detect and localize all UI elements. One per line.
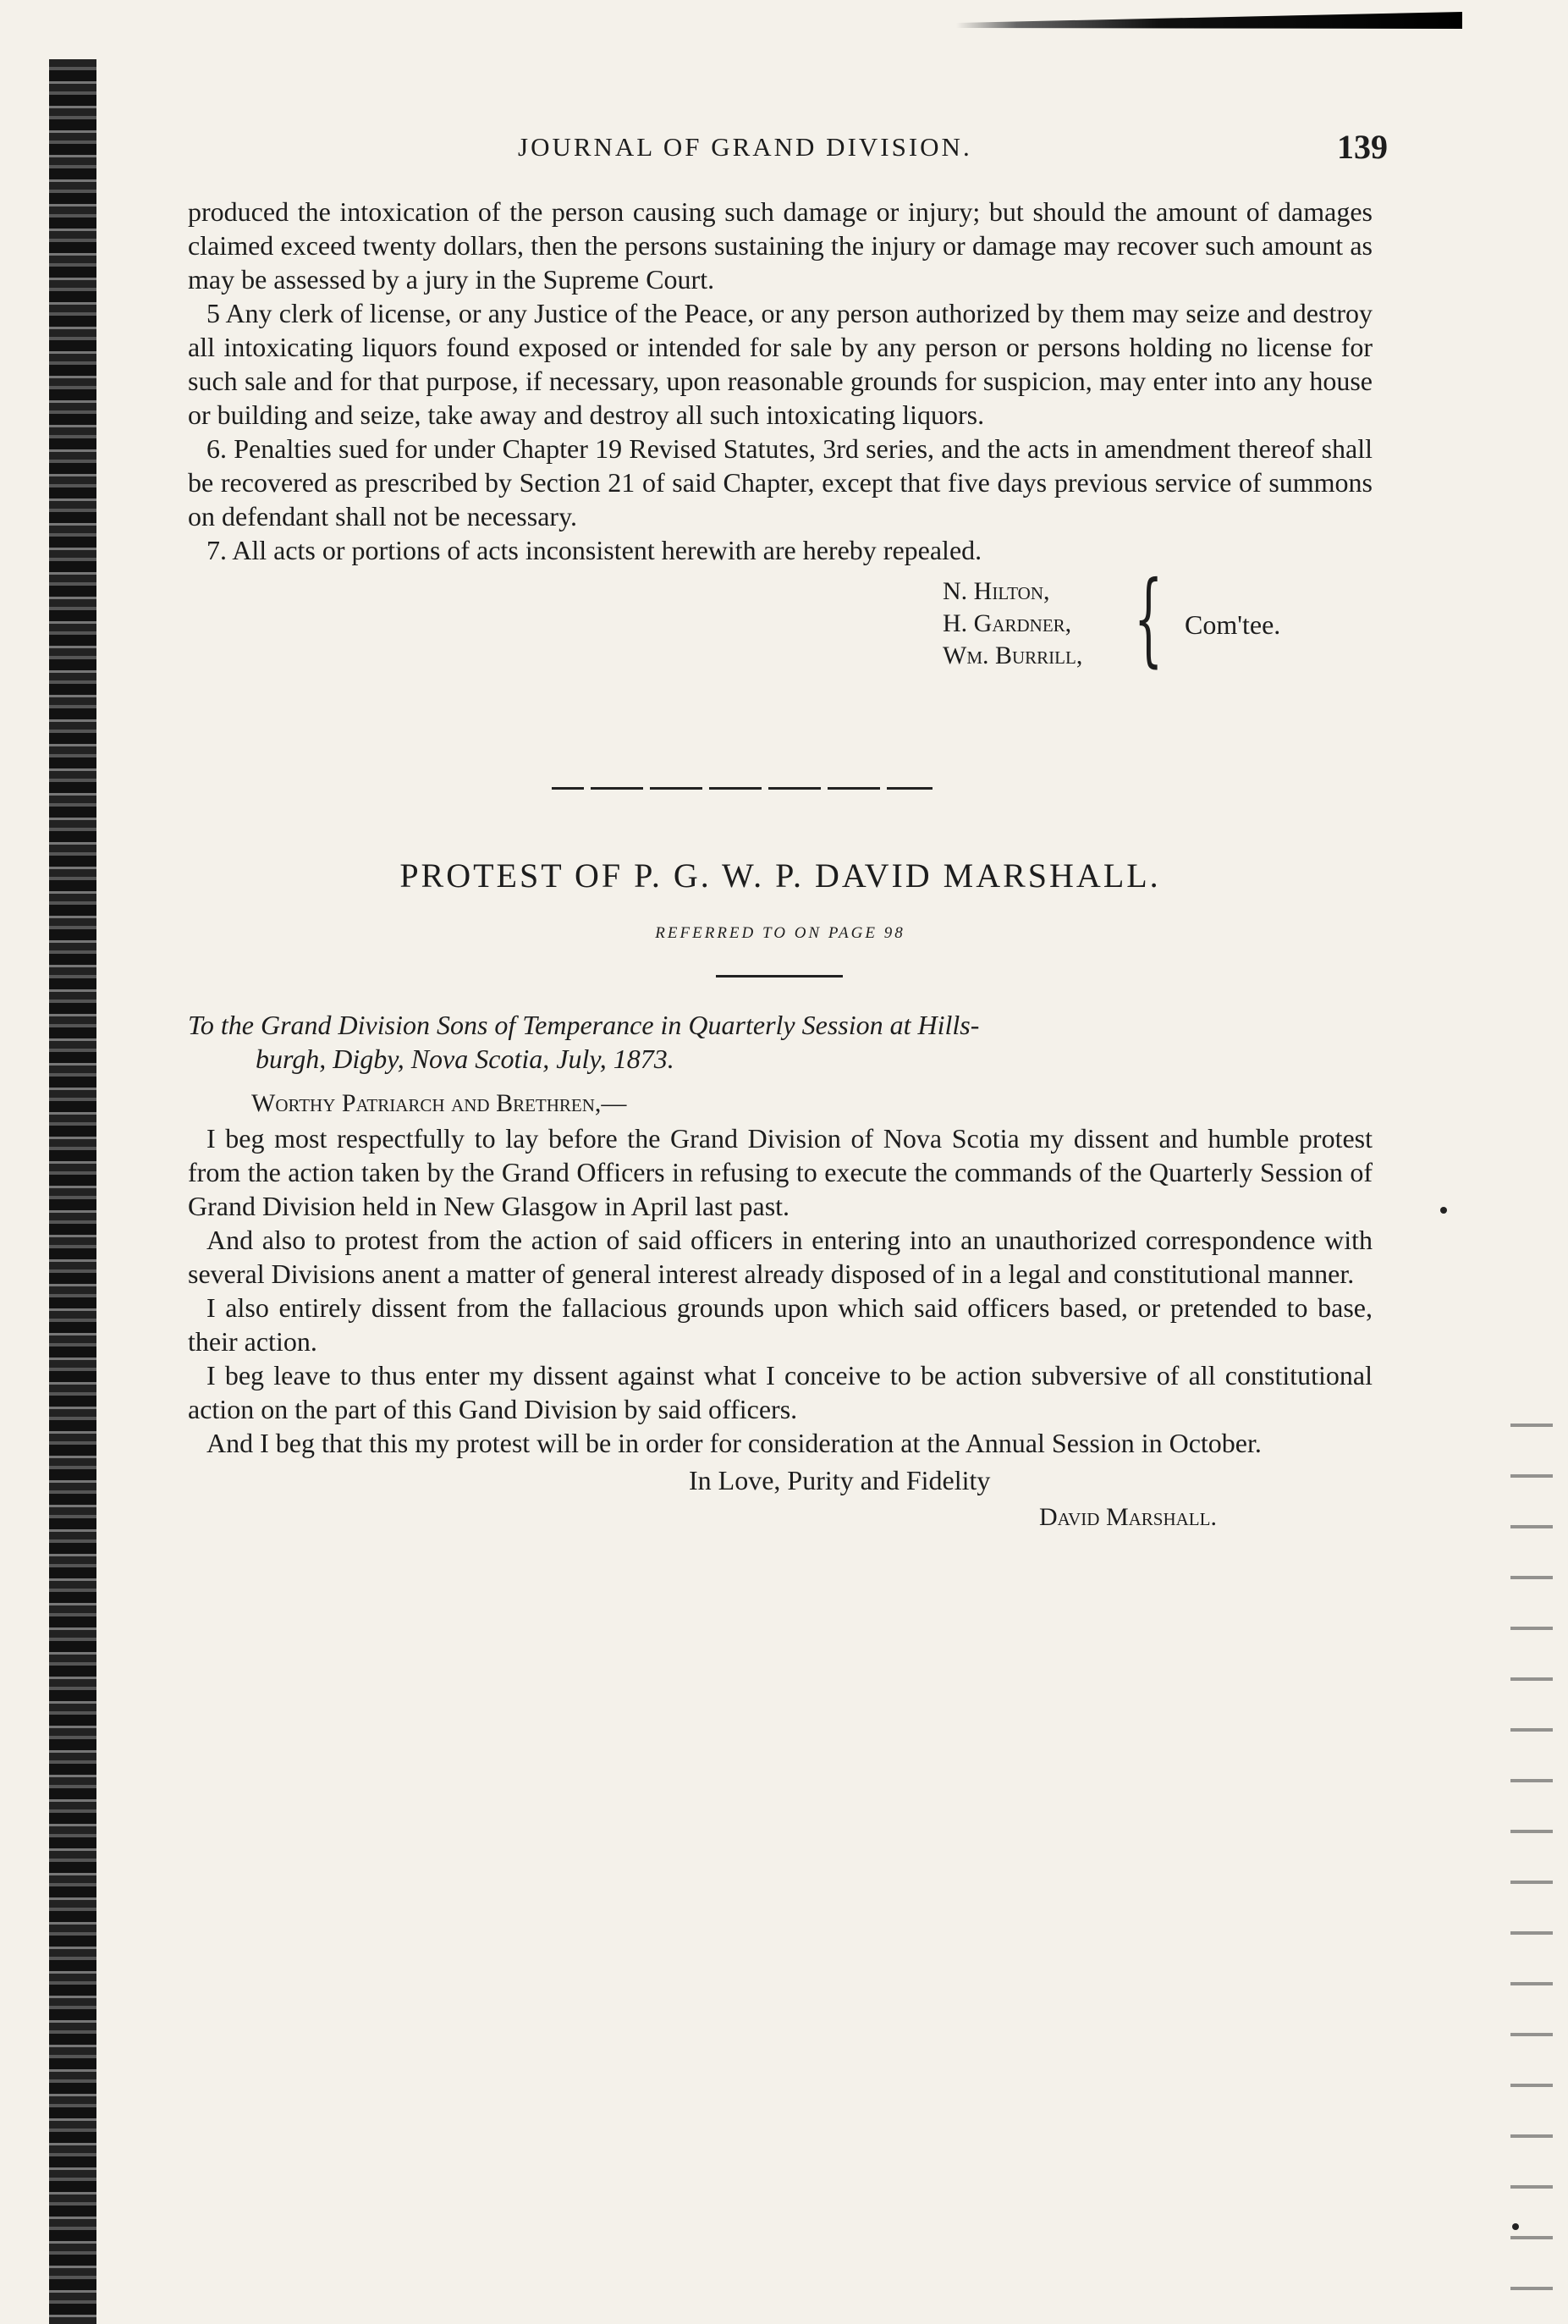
scan-right-specks <box>1510 1405 1553 2319</box>
protest-paragraph: I beg most respectfully to lay before the Grand Division of Nova Scotia my dissent and humble protest from the action taken by the Grand Officers in refusing to execute the commands of the Quarterly Session of Grand Division held in New Glasgow in April last past. <box>188 1123 1373 1221</box>
page-number: 139 <box>1337 128 1388 166</box>
scan-top-rule <box>956 12 1462 29</box>
running-title: JOURNAL OF GRAND DIVISION. <box>518 132 972 162</box>
protest-subtitle: REFERRED TO ON PAGE 98 <box>655 924 905 942</box>
protest-text <box>188 1121 1373 1460</box>
section-divider <box>552 787 933 790</box>
committee-member: N. Hilton, <box>943 577 1050 605</box>
protest-paragraph: I also entirely dissent from the fallacious grounds upon which said officers based, or pretended to base, their action. <box>188 1292 1373 1357</box>
brace-glyph: { <box>1134 560 1164 678</box>
scan-speck <box>1440 1207 1447 1214</box>
closing-phrase: In Love, Purity and Fidelity <box>689 1465 991 1495</box>
report-text <box>188 195 1373 567</box>
short-rule <box>716 975 843 978</box>
report-paragraph: 5 Any clerk of license, or any Justice of the Peace, or any person authorized by them may seize and destroy all intoxicating liquors found exposed or intended for sale by any person or persons holding no license for such sale and for that purpose, if necessary, upon reasonable grounds for suspicion, may enter into any house or building and seize, take away and destroy all such intoxicating liquors. <box>188 298 1373 430</box>
committee-members <box>943 575 1082 672</box>
protest-title: PROTEST OF P. G. W. P. DAVID MARSHALL. <box>399 856 1161 895</box>
report-paragraph: 6. Penalties sued for under Chapter 19 Revised Statutes, 3rd series, and the acts in amendment thereof shall be recovered as prescribed by Section 21 of said Chapter, except that five days previous service of summons on defendant shall not be necessary. <box>188 433 1373 531</box>
committee-role: Com'tee. <box>1185 609 1281 640</box>
protest-address <box>188 1008 1373 1076</box>
scan-binding-edge <box>49 59 96 2324</box>
signer-name: David Marshall. <box>1039 1503 1217 1531</box>
salutation: Worthy Patriarch and Brethren,— <box>251 1089 627 1117</box>
report-paragraph: produced the intoxication of the person causing such damage or injury; but should the amount of damages claimed exceed twenty dollars, then the persons sustaining the injury or damage may recover such amount as may be assessed by a jury in the Supreme Court. <box>188 196 1373 295</box>
report-paragraph: 7. All acts or portions of acts inconsistent herewith are hereby repealed. <box>206 535 982 565</box>
protest-paragraph: And also to protest from the action of said officers in entering into an unauthorized correspondence with several Divisions anent a matter of general interest already disposed of in a legal and constitutional manner. <box>188 1225 1373 1289</box>
address-line: To the Grand Division Sons of Temperance in Quarterly Session at Hills- <box>188 1010 980 1040</box>
protest-paragraph: And I beg that this my protest will be in order for consideration at the Annual Session in October. <box>206 1428 1262 1458</box>
committee-member: H. Gardner, <box>943 609 1072 637</box>
protest-paragraph: I beg leave to thus enter my dissent against what I conceive to be action subversive of all constitutional action on the part of this Gand Division by said officers. <box>188 1360 1373 1424</box>
journal-page <box>188 127 1388 1532</box>
running-head <box>188 127 1388 178</box>
address-line: burgh, Digby, Nova Scotia, July, 1873. <box>256 1044 674 1074</box>
committee-member: Wm. Burrill, <box>943 642 1083 669</box>
scan-speck <box>1512 2223 1519 2230</box>
committee-signatures <box>188 560 1373 678</box>
